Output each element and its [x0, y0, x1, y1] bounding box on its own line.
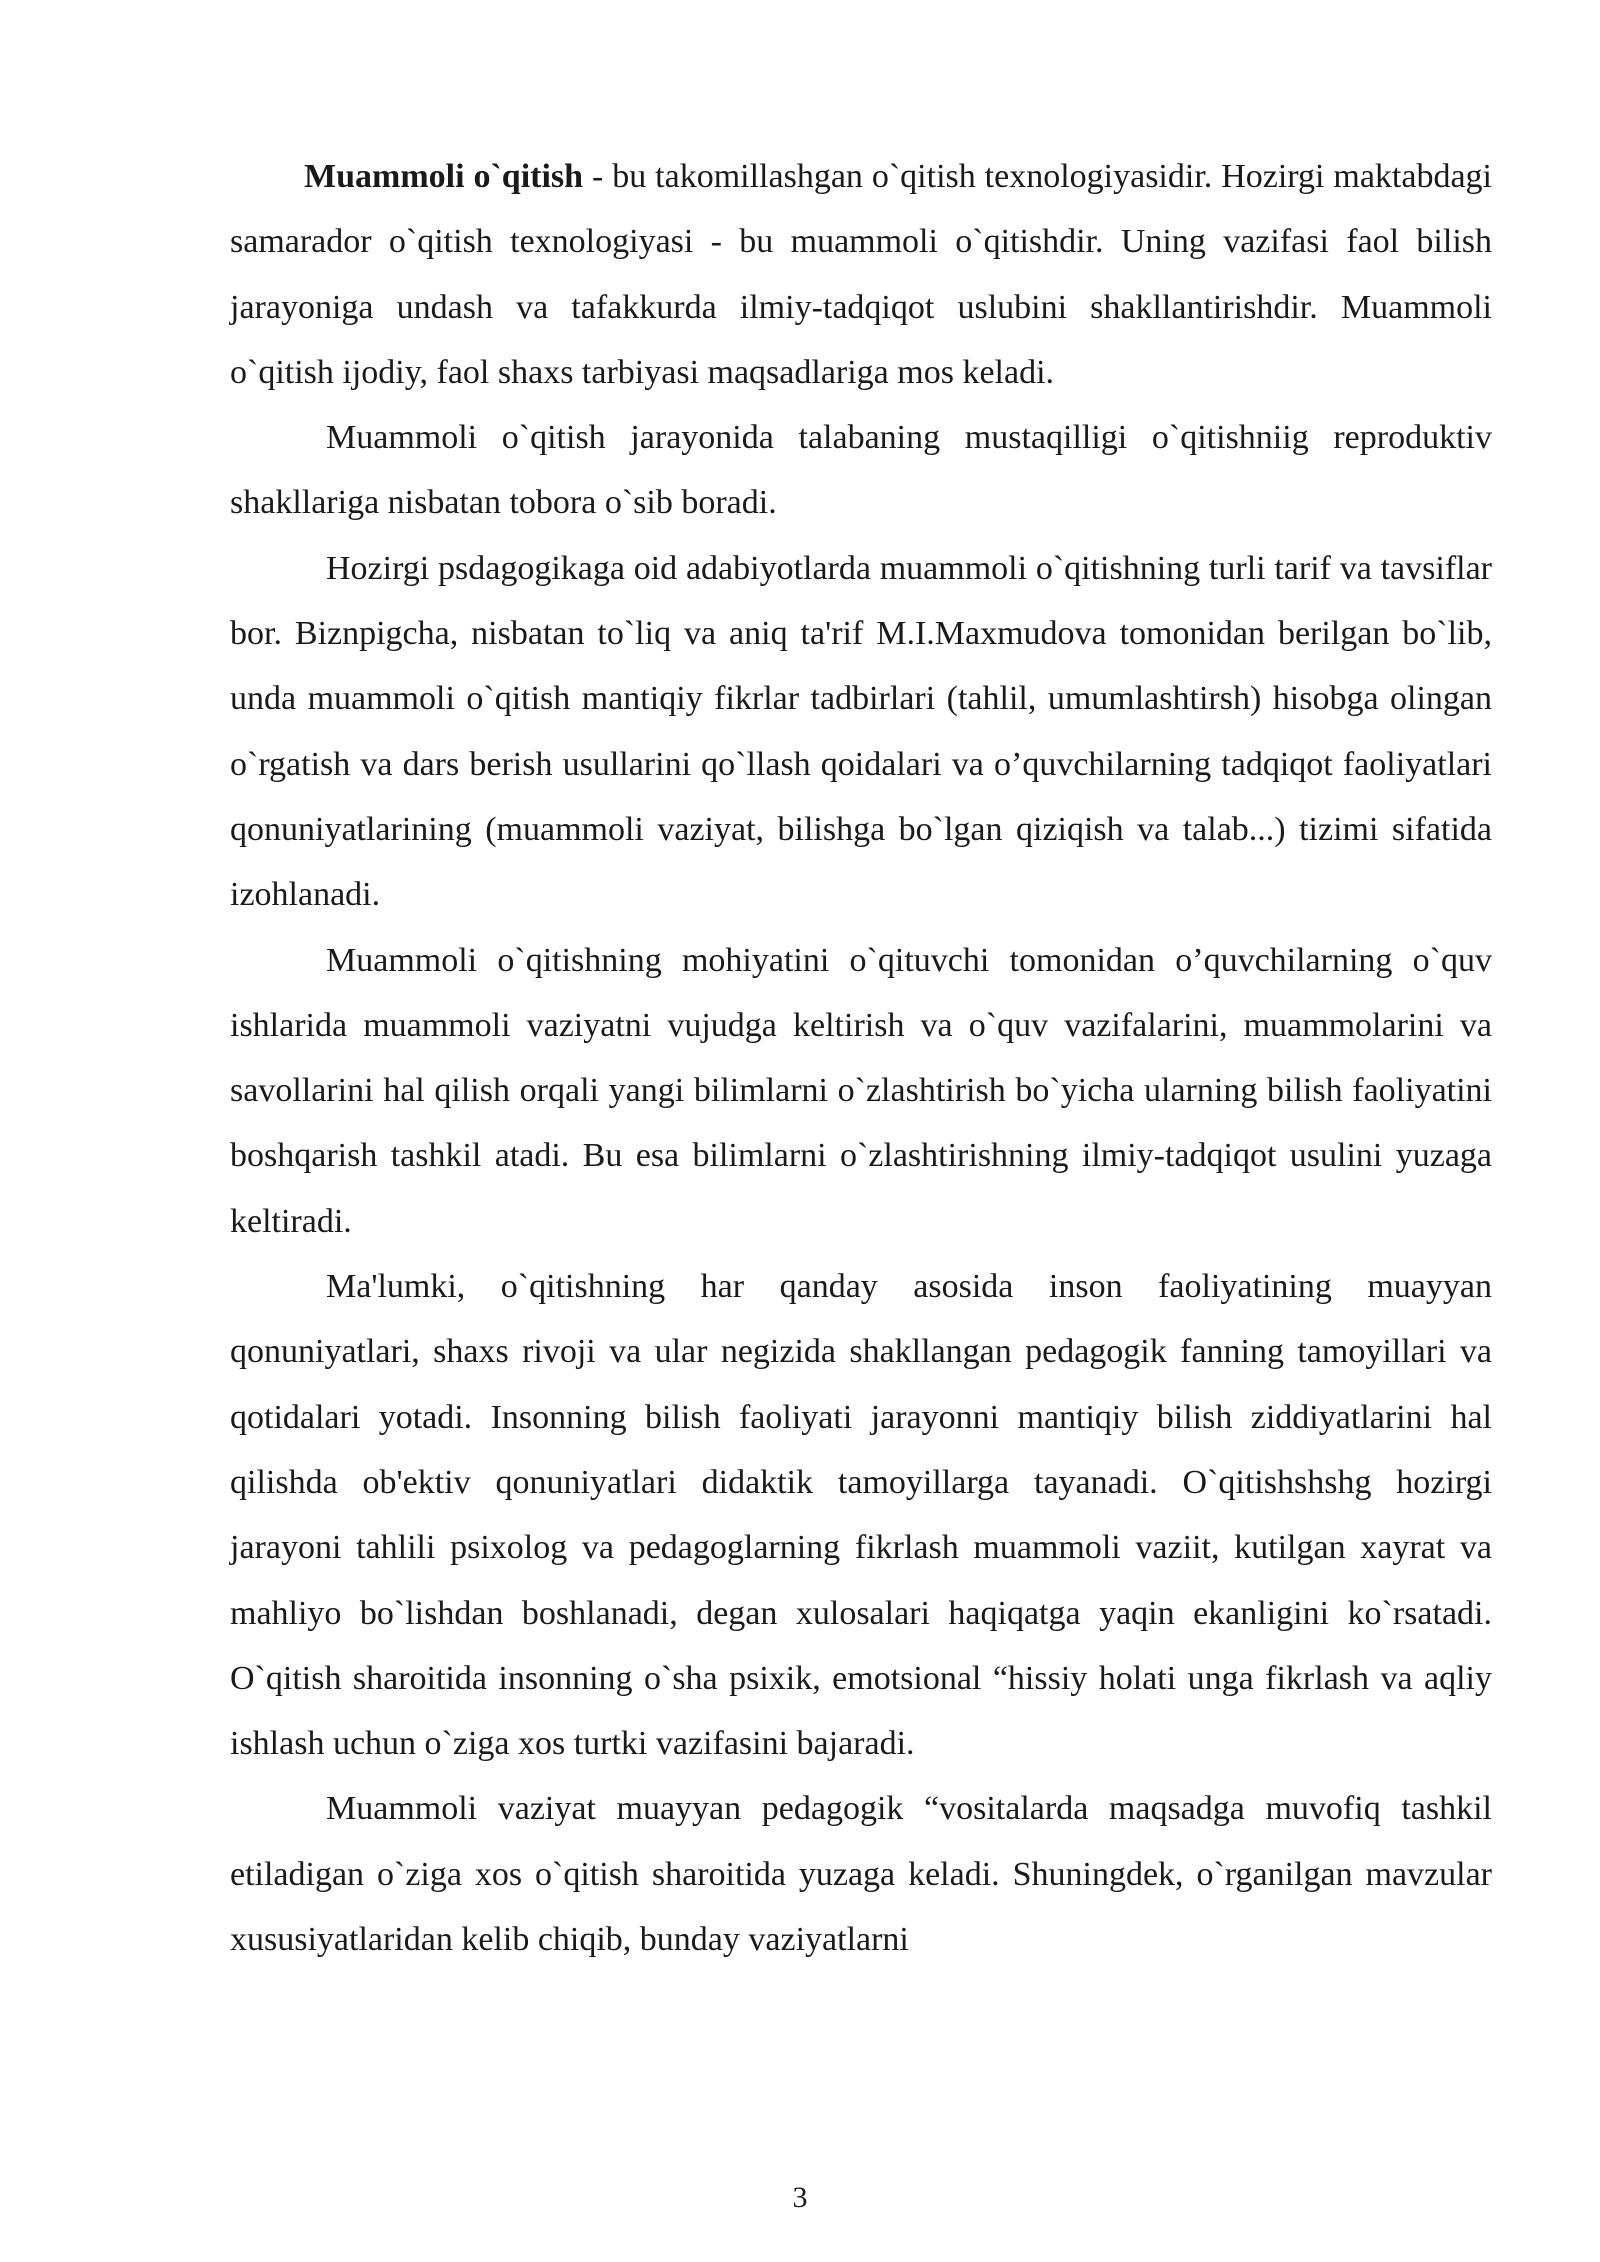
paragraph-4: Muammoli o`qitishning mohiyatini o`qituvchi tomonidan o’quvchilarning o`quv ishlarida muammoli vaziyatni vujudga keltirish va o`quv vazifalarini, muammolarini va savollarini hal qilish orqali yangi bilimlarni o`zlashtirish bo`yicha ularning bilish faoliyatini boshqarish tashkil atadi. Bu esa bilimlarni o`zlashtirishning ilmiy-tadqiqot usulini yuzaga keltiradi. [230, 941, 1492, 1240]
paragraph-1-text: - bu takomillashgan o`qitish texnologiyasidir. Hozirgi maktabdagi samarador o`qitish texnologiyasi - bu muammoli o`qitishdir. Uning vazifasi faol bilish jarayoniga undash va tafakkurda ilmiy-tadqiqot uslubini shakllantirishdir. Muammoli o`qitish ijodiy, faol shaxs tarbiyasi maqsadlariga mos keladi. [230, 158, 1492, 391]
page-number: 3 [792, 2181, 808, 2214]
paragraph-1 [230, 144, 1492, 405]
paragraph-5: Ma'lumki, o`qitishning har qanday asosida inson faoliyatining muayyan qonuniyatlari, shaxs rivoji va ular negizida shakllangan pedagogik fanning tamoyillari va qotidalari yotadi. Insonning bilish faoliyati jarayonni mantiqiy bilish ziddiyatlarini hal qilishda ob'ektiv qonuniyatlari didaktik tamoyillarga tayanadi. O`qitishshshg hozirgi jarayoni tahlili psixolog va pedagoglarning fikrlash muammoli vaziit, kutilgan xayrat va mahliyo bo`lishdan boshlanadi, degan xulosalari haqiqatga yaqin ekanligini ko`rsatadi. O`qitish sharoitida insonning o`sha psixik, emotsional “hissiy holati unga fikrlash va aqliy ishlash uchun o`ziga xos turtki vazifasini bajaradi. [230, 1268, 1492, 1763]
paragraph-2: Muammoli o`qitish jarayonida talabaning mustaqilligi o`qitishniig reproduktiv shakllariga nisbatan tobora o`sib boradi. [230, 419, 1492, 522]
lead-term: Muammoli o`qitish [304, 158, 584, 195]
paragraph-3: Hozirgi psdagogikaga oid adabiyotlarda muammoli o`qitishning turli tarif va tavsiflar bor. Biznpigcha, nisbatan to`liq va aniq ta'rif M.I.Maxmudova tomonidan berilgan bo`lib, unda muammoli o`qitish mantiqiy fikrlar tadbirlari (tahlil, umumlashtirsh) hisobga olingan o`rgatish va dars berish usullarini qo`llash qoidalari va o’quvchilarning tadqiqot faoliyatlari qonuniyatlarining (muammoli vaziyat, bilishga bo`lgan qiziqish va talab...) tizimi sifatida izohlanadi. [230, 549, 1492, 914]
document-body [230, 144, 1492, 1972]
paragraph-6: Muammoli vaziyat muayyan pedagogik “vositalarda maqsadga muvofiq tashkil etiladigan o`ziga xos o`qitish sharoitida yuzaga keladi. Shuningdek, o`rganilgan mavzular xususiyatlaridan kelib chiqib, bunday vaziyatlarni [230, 1790, 1492, 1959]
